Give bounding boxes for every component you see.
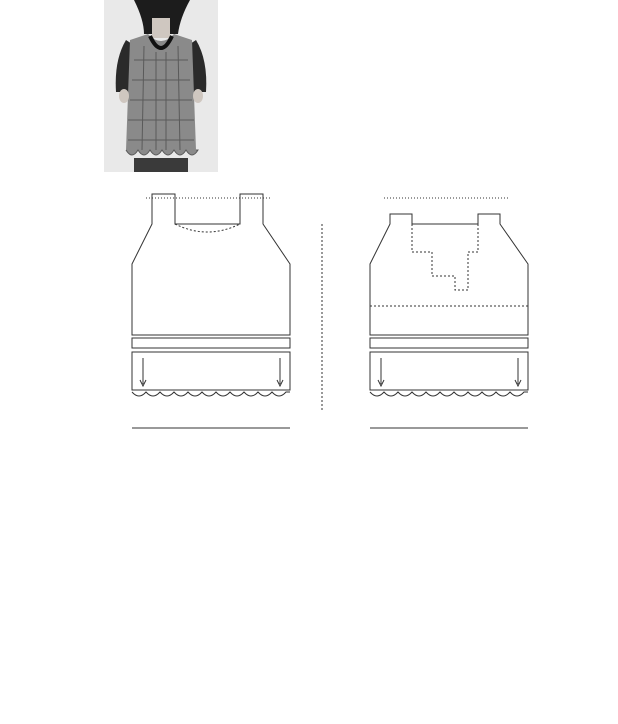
schematic-diagrams	[0, 180, 618, 460]
crochet-chart	[0, 462, 618, 724]
model-photo	[104, 0, 218, 172]
back-body-outline	[132, 194, 290, 335]
front-body-outline	[370, 214, 528, 335]
